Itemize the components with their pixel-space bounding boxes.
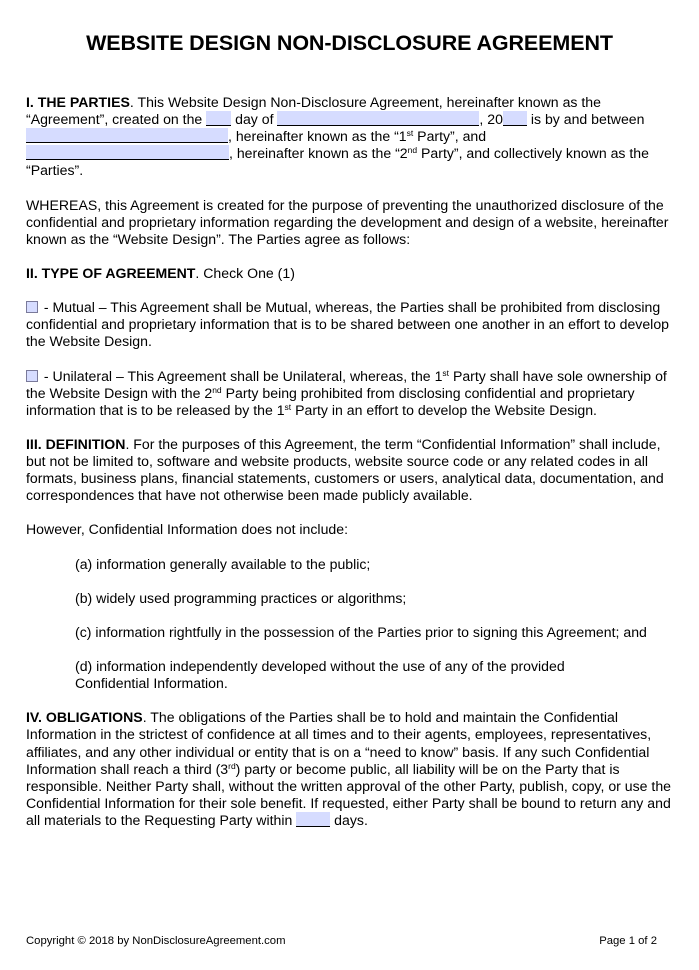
whereas-paragraph: WHEREAS, this Agreement is created for the purpose of preventing the unauthorized disclosure of the confidential and proprietary information regarding the development and design of a website, hereinafter known as the “Website Design”. The Parties agree as follows: [26,196,669,247]
definition-heading: III. DEFINITION [26,435,126,452]
parties-text: day of [231,111,278,128]
type-heading: II. TYPE OF AGREEMENT [26,264,196,281]
unilateral-text: - Unilateral – This Agreement shall be Unilateral, whereas, the 1 [40,367,443,384]
footer-copyright: Copyright © 2018 by NonDisclosureAgreement.com [26,935,286,947]
parties-text: , hereinafter known as the “1 [228,128,407,145]
first-party-name-field[interactable] [26,128,228,143]
footer-page-number: Page 1 of 2 [599,935,657,947]
obligations-heading: IV. OBLIGATIONS [26,709,143,726]
parties-text: , 20 [479,111,503,128]
document-title: WEBSITE DESIGN NON-DISCLOSURE AGREEMENT [86,31,613,55]
superscript: rd [228,760,236,771]
obligations-text: . The obligations of the Parties shall be to hold and maintain the Confidential Information in the strictest of confidence at all times and to their agents, employees, representatives, affiliates, and any other individual or entity that is on a “need to know” basis. If any such Confidential Information shall reach a third (3 [26,709,652,777]
parties-text: Party”, and [413,128,487,145]
superscript: st [442,367,450,378]
exclusion-item: (d) information independently developed without the use of any of the provided Confidential Information. [75,658,565,692]
unilateral-option [26,368,676,419]
type-section [26,265,676,282]
exclusion-item: (b) widely used programming practices or algorithms; [75,589,407,606]
type-subtext: . Check One (1) [195,264,295,281]
superscript: nd [212,384,222,395]
document-body [26,94,676,846]
return-days-field[interactable] [296,812,330,827]
definition-section [26,436,676,504]
unilateral-text: Party shall have sole ownership of the Website Design with the 2 [26,367,667,401]
superscript: st [406,128,414,139]
superscript: st [284,401,292,412]
day-field[interactable] [206,111,231,126]
obligations-text: days. [330,811,368,828]
definition-text: . For the purposes of this Agreement, the term “Confidential Information” shall include, but not be limited to, software and website products, website source code or any related codes in all formats, business plans, financial statements, customers or users, analytical data, documentation, and correspondences that have not otherwise been made publicly available. [26,435,664,504]
parties-section [26,94,676,179]
parties-text: is by and between [526,111,645,128]
year-field[interactable] [503,111,527,126]
parties-heading: I. THE PARTIES [26,94,130,110]
parties-text: , hereinafter known as the “2 [229,145,408,162]
exclusion-item: (a) information generally available to the public; [75,555,371,572]
obligations-text: ) party or become public, all liability will be on the Party that is responsible. Neither Party shall, without the written approval of the other Party, publish, copy, or use the Confidential Information for their sole benefit. If requested, either Party shall be bound to return any and all materials to the Requesting Party within [26,760,671,828]
unilateral-checkbox[interactable] [26,370,38,382]
superscript: nd [407,145,418,156]
second-party-name-field[interactable] [26,145,229,160]
mutual-option [26,299,676,350]
mutual-checkbox[interactable] [26,301,38,313]
unilateral-text: Party in an effort to develop the Website Design. [291,401,597,418]
parties-text: . This Website Design Non-Disclosure Agreement, hereinafter known as the “Agreement”, created on the [26,94,601,128]
exclusion-item: (c) information rightfully in the possession of the Parties prior to signing this Agreement; and [75,623,647,640]
unilateral-text: Party being prohibited from disclosing confidential and proprietary information that is to be released by the 1 [26,384,635,418]
obligations-section [26,709,676,829]
mutual-option-text: - Mutual – This Agreement shall be Mutual, whereas, the Parties shall be prohibited from disclosing confidential and proprietary information that is to be shared between one another in an effort to develop the Website Design. [26,299,669,350]
month-field[interactable] [277,111,479,126]
exclusions-intro: However, Confidential Information does not include: [26,521,348,538]
parties-text: Party”, and collectively known as the “Parties”. [26,145,649,179]
